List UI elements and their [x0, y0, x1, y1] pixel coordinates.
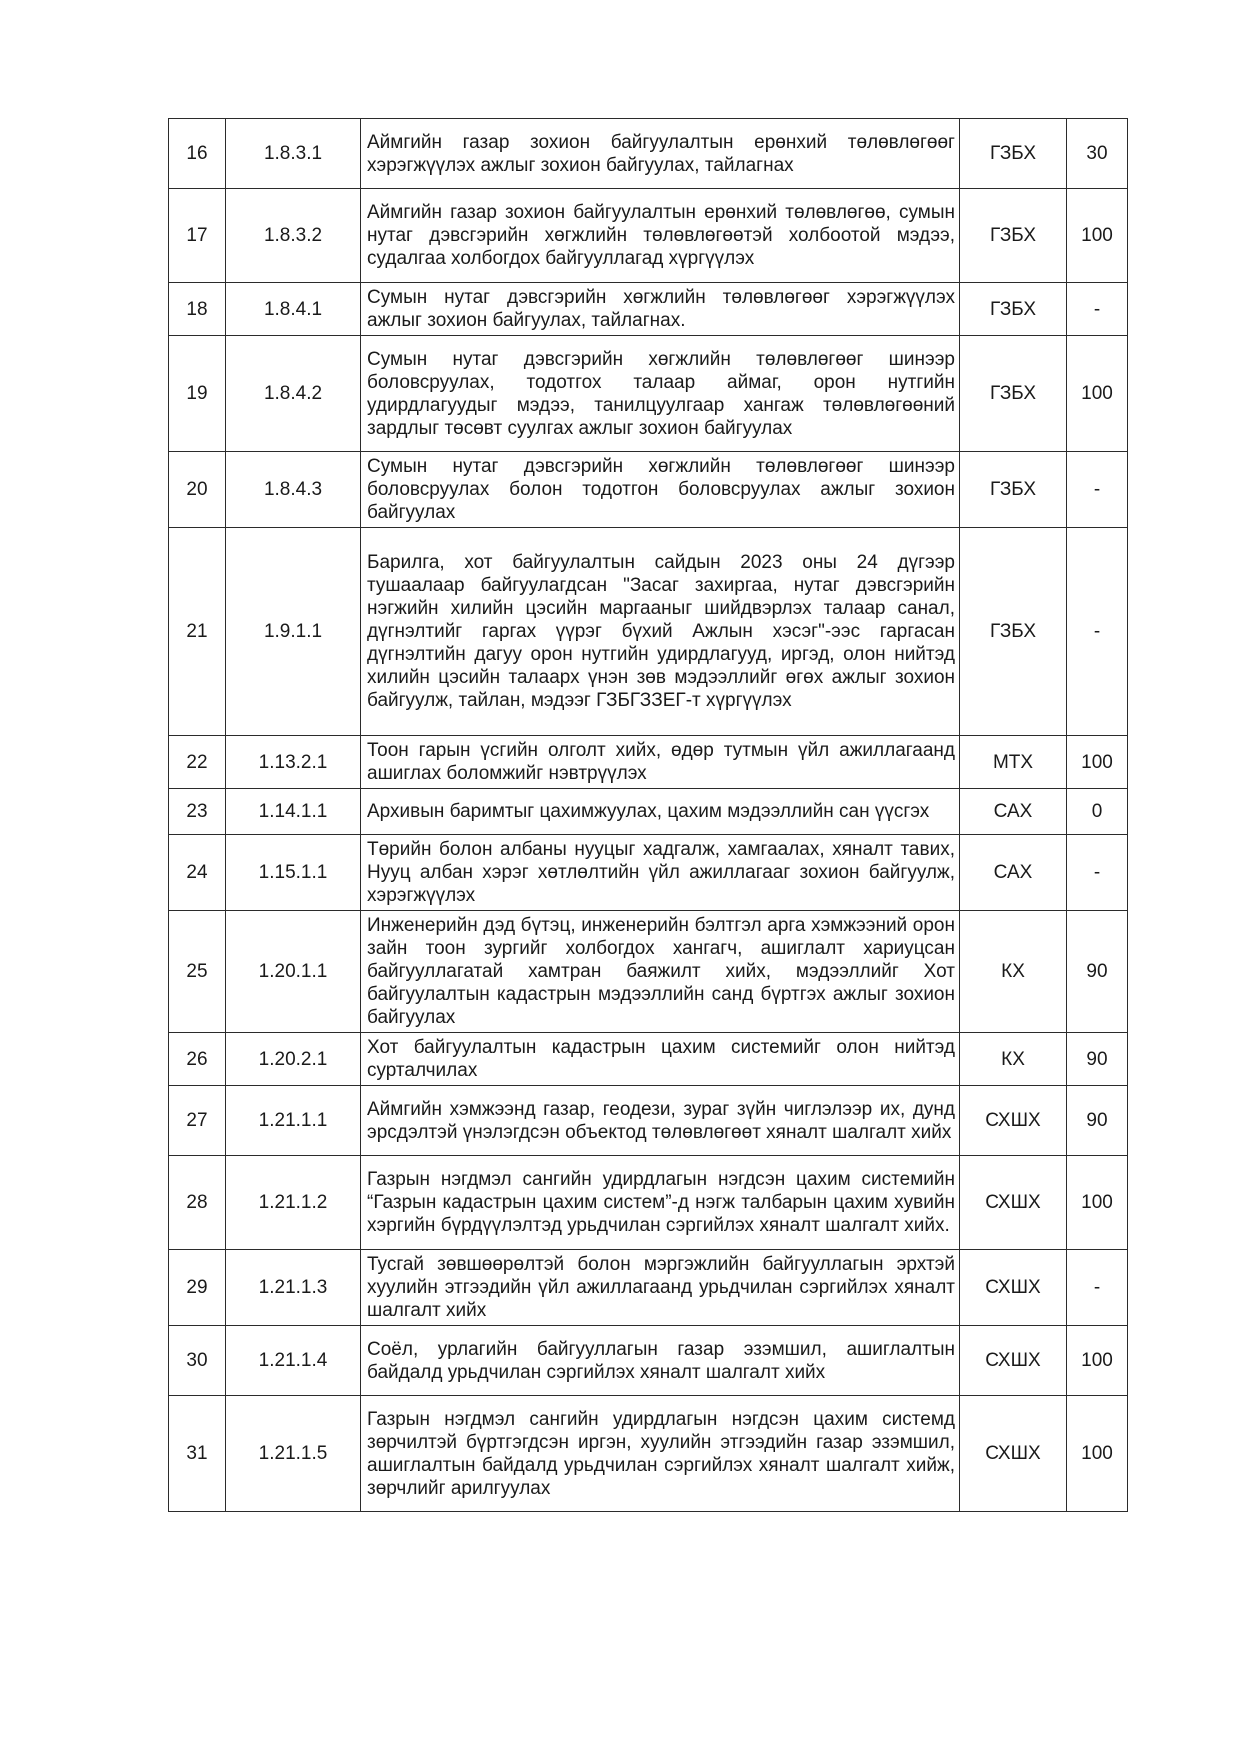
responsible-unit-cell: ГЗБХ [960, 283, 1067, 336]
activity-description-cell: Инженерийн дэд бүтэц, инженерийн бэлтгэл арга хэмжээний орон зайн тоон зургийг холбогдох хангагч, ашиглалт хариуцсан байгууллагатай хамтран баяжилт хийх, мэдээллийг Хот байгуулалтын кадастрын мэдээллийн санд бүртгэх ажлыг зохион байгуулах [361, 911, 960, 1033]
row-number-cell: 20 [169, 452, 226, 528]
table-row [169, 452, 1128, 528]
completion-percent-cell: 100 [1067, 189, 1128, 283]
plan-table-body [169, 119, 1128, 1512]
activity-code-cell: 1.21.1.4 [226, 1326, 361, 1396]
table-row [169, 1326, 1128, 1396]
responsible-unit-cell: МТХ [960, 736, 1067, 789]
activity-code-cell: 1.20.1.1 [226, 911, 361, 1033]
row-number-cell: 30 [169, 1326, 226, 1396]
responsible-unit-cell: ГЗБХ [960, 452, 1067, 528]
row-number-cell: 21 [169, 528, 226, 736]
activity-description-cell: Аймгийн газар зохион байгуулалтын ерөнхий төлөвлөгөөг хэрэгжүүлэх ажлыг зохион байгуулах, тайлагнах [361, 119, 960, 189]
activity-code-cell: 1.8.4.1 [226, 283, 361, 336]
activity-code-cell: 1.21.1.2 [226, 1156, 361, 1250]
completion-percent-cell: - [1067, 1250, 1128, 1326]
activity-description-cell: Газрын нэгдмэл сангийн удирдлагын нэгдсэн цахим системд зөрчилтэй бүртгэгдсэн иргэн, хуулийн этгээдийн газар эзэмшил, ашиглалтын байдалд урьдчилан сэргийлэх хяналт шалгалт хийж, зөрчлийг арилгуулах [361, 1396, 960, 1512]
activity-code-cell: 1.20.2.1 [226, 1033, 361, 1086]
activity-code-cell: 1.8.4.2 [226, 336, 361, 452]
plan-table [168, 118, 1128, 1512]
activity-description-cell: Сумын нутаг дэвсгэрийн хөгжлийн төлөвлөгөөг хэрэгжүүлэх ажлыг зохион байгуулах, тайлагнах. [361, 283, 960, 336]
activity-description-cell: Сумын нутаг дэвсгэрийн хөгжлийн төлөвлөгөөг шинээр боловсруулах, тодотгох талаар аймаг, орон нутгийн удирдлагуудыг мэдээ, танилцуулгаар хангаж төлөвлөгөөний зардлыг төсөвт суулгах ажлыг зохион байгуулах [361, 336, 960, 452]
responsible-unit-cell: СХШХ [960, 1326, 1067, 1396]
activity-description-cell: Тоон гарын үсгийн олголт хийх, өдөр тутмын үйл ажиллагаанд ашиглах боломжийг нэвтрүүлэх [361, 736, 960, 789]
row-number-cell: 22 [169, 736, 226, 789]
activity-code-cell: 1.15.1.1 [226, 835, 361, 911]
row-number-cell: 26 [169, 1033, 226, 1086]
table-row [169, 1086, 1128, 1156]
row-number-cell: 28 [169, 1156, 226, 1250]
completion-percent-cell: - [1067, 452, 1128, 528]
responsible-unit-cell: ГЗБХ [960, 336, 1067, 452]
row-number-cell: 25 [169, 911, 226, 1033]
row-number-cell: 29 [169, 1250, 226, 1326]
completion-percent-cell: 100 [1067, 336, 1128, 452]
responsible-unit-cell: САХ [960, 835, 1067, 911]
row-number-cell: 17 [169, 189, 226, 283]
table-row [169, 736, 1128, 789]
table-row [169, 119, 1128, 189]
activity-code-cell: 1.13.2.1 [226, 736, 361, 789]
completion-percent-cell: 0 [1067, 789, 1128, 835]
responsible-unit-cell: ГЗБХ [960, 528, 1067, 736]
table-row [169, 1033, 1128, 1086]
responsible-unit-cell: СХШХ [960, 1250, 1067, 1326]
activity-code-cell: 1.9.1.1 [226, 528, 361, 736]
completion-percent-cell: 90 [1067, 911, 1128, 1033]
row-number-cell: 18 [169, 283, 226, 336]
activity-description-cell: Соёл, урлагийн байгууллагын газар эзэмшил, ашиглалтын байдалд урьдчилан сэргийлэх хяналт шалгалт хийх [361, 1326, 960, 1396]
table-row [169, 1156, 1128, 1250]
row-number-cell: 19 [169, 336, 226, 452]
completion-percent-cell: 90 [1067, 1086, 1128, 1156]
responsible-unit-cell: СХШХ [960, 1156, 1067, 1250]
completion-percent-cell: - [1067, 283, 1128, 336]
activity-description-cell: Газрын нэгдмэл сангийн удирдлагын нэгдсэн цахим системийн “Газрын кадастрын цахим систем”-д нэгж талбарын цахим хувийн хэргийн бүрдүүлэлтэд урьдчилан сэргийлэх хяналт шалгалт хийх. [361, 1156, 960, 1250]
activity-description-cell: Төрийн болон албаны нууцыг хадгалж, хамгаалах, хяналт тавих, Нууц албан хэрэг хөтлөлтийн үйл ажиллагааг зохион байгуулж, хэрэгжүүлэх [361, 835, 960, 911]
row-number-cell: 23 [169, 789, 226, 835]
table-row [169, 1250, 1128, 1326]
plan-table-container [168, 118, 1128, 1512]
activity-code-cell: 1.8.3.1 [226, 119, 361, 189]
activity-code-cell: 1.8.3.2 [226, 189, 361, 283]
activity-description-cell: Барилга, хот байгуулалтын сайдын 2023 оны 24 дүгээр тушаалаар байгуулагдсан "Засаг захиргаа, нутаг дэвсгэрийн нэгжийн хилийн цэсийн маргааныг шийдвэрлэх талаар санал, дүгнэлтийг гаргах үүрэг бүхий Ажлын хэсэг"-ээс гаргасан дүгнэлтийн дагуу орон нутгийн удирдлагууд, иргэд, олон нийтэд хилийн цэсийн талаарх үнэн зөв мэдээллийг өгөх ажлыг зохион байгуулж, тайлан, мэдээг ГЗБГЗЗЕГ-т хүргүүлэх [361, 528, 960, 736]
completion-percent-cell: 100 [1067, 1156, 1128, 1250]
activity-description-cell: Тусгай зөвшөөрөлтэй болон мэргэжлийн байгууллагын эрхтэй хуулийн этгээдийн үйл ажиллагаанд урьдчилан сэргийлэх хяналт шалгалт хийх [361, 1250, 960, 1326]
row-number-cell: 27 [169, 1086, 226, 1156]
activity-code-cell: 1.21.1.3 [226, 1250, 361, 1326]
activity-description-cell: Аймгийн хэмжээнд газар, геодези, зураг зүйн чиглэлээр их, дунд эрсдэлтэй үнэлэгдсэн объектод төлөвлөгөөт хяналт шалгалт хийх [361, 1086, 960, 1156]
responsible-unit-cell: КХ [960, 1033, 1067, 1086]
activity-description-cell: Архивын баримтыг цахимжуулах, цахим мэдээллийн сан үүсгэх [361, 789, 960, 835]
completion-percent-cell: 90 [1067, 1033, 1128, 1086]
responsible-unit-cell: КХ [960, 911, 1067, 1033]
activity-code-cell: 1.21.1.5 [226, 1396, 361, 1512]
responsible-unit-cell: СХШХ [960, 1086, 1067, 1156]
table-row [169, 283, 1128, 336]
responsible-unit-cell: САХ [960, 789, 1067, 835]
responsible-unit-cell: ГЗБХ [960, 189, 1067, 283]
activity-code-cell: 1.21.1.1 [226, 1086, 361, 1156]
completion-percent-cell: 100 [1067, 1396, 1128, 1512]
responsible-unit-cell: СХШХ [960, 1396, 1067, 1512]
completion-percent-cell: - [1067, 835, 1128, 911]
row-number-cell: 16 [169, 119, 226, 189]
completion-percent-cell: 100 [1067, 736, 1128, 789]
table-row [169, 1396, 1128, 1512]
completion-percent-cell: 100 [1067, 1326, 1128, 1396]
completion-percent-cell: 30 [1067, 119, 1128, 189]
activity-description-cell: Аймгийн газар зохион байгуулалтын ерөнхий төлөвлөгөө, сумын нутаг дэвсгэрийн хөгжлийн төлөвлөгөөтэй холбоотой мэдээ, судалгаа холбогдох байгууллагад хүргүүлэх [361, 189, 960, 283]
table-row [169, 789, 1128, 835]
row-number-cell: 24 [169, 835, 226, 911]
row-number-cell: 31 [169, 1396, 226, 1512]
completion-percent-cell: - [1067, 528, 1128, 736]
table-row [169, 336, 1128, 452]
activity-description-cell: Сумын нутаг дэвсгэрийн хөгжлийн төлөвлөгөөг шинээр боловсруулах болон тодотгон боловсруулах ажлыг зохион байгуулах [361, 452, 960, 528]
table-row [169, 189, 1128, 283]
activity-code-cell: 1.14.1.1 [226, 789, 361, 835]
activity-description-cell: Хот байгуулалтын кадастрын цахим системийг олон нийтэд сурталчилах [361, 1033, 960, 1086]
activity-code-cell: 1.8.4.3 [226, 452, 361, 528]
responsible-unit-cell: ГЗБХ [960, 119, 1067, 189]
table-row [169, 528, 1128, 736]
table-row [169, 835, 1128, 911]
table-row [169, 911, 1128, 1033]
